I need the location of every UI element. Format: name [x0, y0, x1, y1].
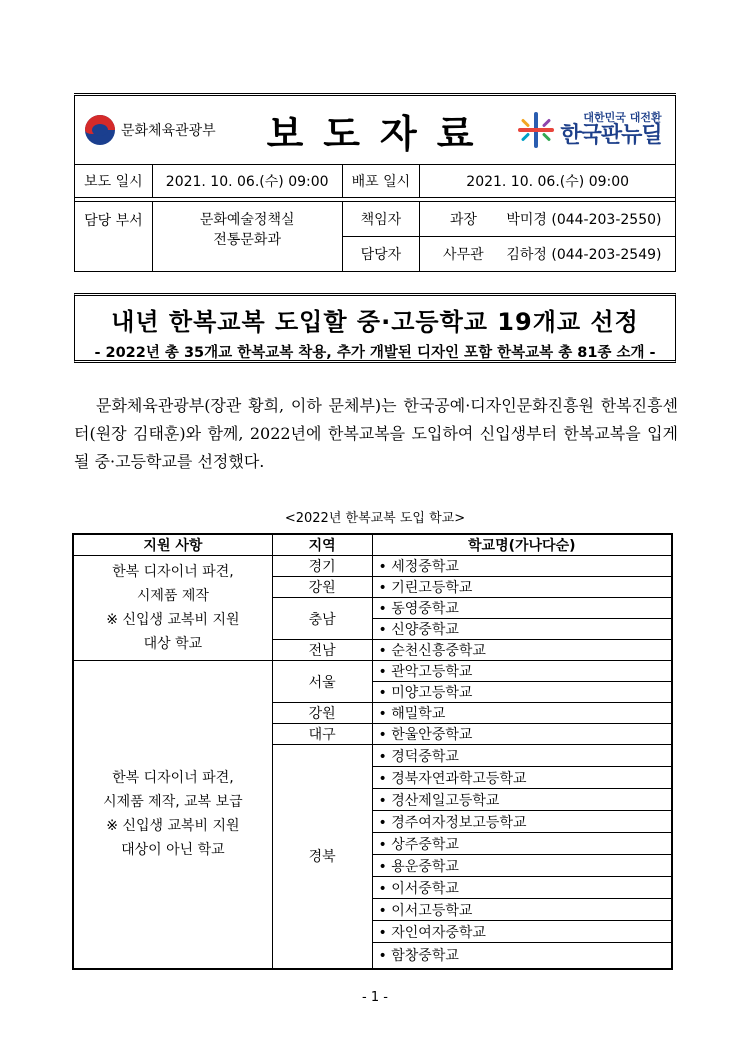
- body-paragraph: 문화체육관광부(장관 황희, 이하 문체부)는 한국공예·디자인문화진흥원 한복진흥센터(원장 김태훈)와 함께, 2022년에 한복교복을 도입하여 신입생부터 한복교복을 입게 될 중·고등학교를 선정했다.: [74, 396, 678, 471]
- support-text: 대상 학교: [143, 636, 203, 652]
- table-row: • 미양고등학교: [372, 682, 672, 703]
- dept-value: [152, 202, 342, 272]
- table-row: • 경북자연과학고등학교: [372, 767, 672, 789]
- table-row: • 해밀학교: [372, 703, 672, 724]
- resp-title: 과장: [449, 212, 477, 228]
- table-row: • 경덕중학교: [372, 745, 672, 767]
- schools-table: [72, 533, 673, 970]
- korean-newdeal-logo: [505, 112, 675, 148]
- table-row: • 동영중학교: [372, 598, 672, 619]
- dept-line2: 전통문화과: [213, 232, 281, 248]
- page-number: - 1 -: [362, 990, 388, 1005]
- header-school: 학교명(가나다순): [372, 534, 672, 556]
- table-row: • 경산제일고등학교: [372, 789, 672, 811]
- newdeal-mark-icon: [518, 112, 554, 148]
- resp-value: [420, 202, 676, 237]
- subheadline: - 2022년 총 35개교 한복교복 착용, 추가 개발된 디자인 포함 한복교복 총 81종 소개 -: [94, 345, 656, 361]
- table-row: • 상주중학교: [372, 833, 672, 855]
- table-row: • 한울안중학교: [372, 724, 672, 745]
- staff-label: 담당자: [342, 237, 420, 272]
- newdeal-name: 한국판뉴딜: [560, 122, 662, 148]
- support-group-2: [73, 661, 272, 969]
- distribute-label: 배포 일시: [342, 165, 420, 198]
- ministry-logo: [75, 115, 255, 145]
- table-caption: <2022년 한복교복 도입 학교>: [284, 511, 466, 526]
- staff-title: 사무관: [443, 247, 484, 263]
- header-logo-row: [75, 95, 676, 165]
- table-row: • 신양중학교: [372, 619, 672, 640]
- table-row: • 기린고등학교: [372, 577, 672, 598]
- distribute-value: 2021. 10. 06.(수) 09:00: [420, 165, 676, 198]
- table-header-row: [73, 534, 672, 556]
- table-row: • 함창중학교: [372, 943, 672, 969]
- release-value: 2021. 10. 06.(수) 09:00: [152, 165, 342, 198]
- region-cell: 강원: [272, 577, 372, 598]
- resp-label: 책임자: [342, 202, 420, 237]
- dept-line1: 문화예술정책실: [199, 212, 295, 228]
- table-row: • 순천신흥중학교: [372, 640, 672, 661]
- headline-box: [74, 293, 676, 363]
- support-text: 시제품 제작: [136, 588, 209, 604]
- support-text: 한복 디자이너 파견,: [112, 770, 234, 787]
- region-cell: 서울: [272, 661, 372, 703]
- support-text: 시제품 제작, 교복 보급: [103, 794, 243, 811]
- region-cell: 강원: [272, 703, 372, 724]
- press-header: [74, 93, 676, 272]
- table-row: • 경주여자정보고등학교: [372, 811, 672, 833]
- headline: 내년 한복교복 도입할 중·고등학교 19개교 선정: [111, 308, 639, 336]
- dept-label: 담당 부서: [75, 202, 153, 272]
- region-cell: 전남: [272, 640, 372, 661]
- table-row: • 용운중학교: [372, 855, 672, 877]
- region-cell: 경기: [272, 556, 372, 577]
- header-region: 지역: [272, 534, 372, 556]
- table-row: • 이서중학교: [372, 877, 672, 899]
- region-cell: 경북: [272, 745, 372, 969]
- staff-name: 김하정 (044-203-2549): [506, 247, 662, 263]
- table-row: • 세정중학교: [372, 556, 672, 577]
- taegeuk-emblem-icon: [85, 115, 115, 145]
- press-release-title: 보도자료: [266, 110, 494, 156]
- support-text: 한복 디자이너 파견,: [112, 564, 234, 580]
- staff-value: [420, 237, 676, 272]
- table-row: • 이서고등학교: [372, 899, 672, 921]
- newdeal-slogan: 대한민국 대전환: [583, 110, 662, 124]
- ministry-name: 문화체육관광부: [121, 123, 216, 139]
- resp-name: 박미경 (044-203-2550): [506, 212, 662, 228]
- support-text: ※ 신입생 교복비 지원: [106, 612, 240, 628]
- region-cell: 대구: [272, 724, 372, 745]
- table-row: • 자인여자중학교: [372, 921, 672, 943]
- table-row: • 관악고등학교: [372, 661, 672, 682]
- region-cell: 충남: [272, 598, 372, 640]
- header-support: 지원 사항: [73, 534, 272, 556]
- release-label: 보도 일시: [75, 165, 153, 198]
- support-group-1: [73, 556, 272, 661]
- support-text: 대상이 아닌 학교: [121, 842, 225, 859]
- support-text: ※ 신입생 교복비 지원: [106, 818, 240, 835]
